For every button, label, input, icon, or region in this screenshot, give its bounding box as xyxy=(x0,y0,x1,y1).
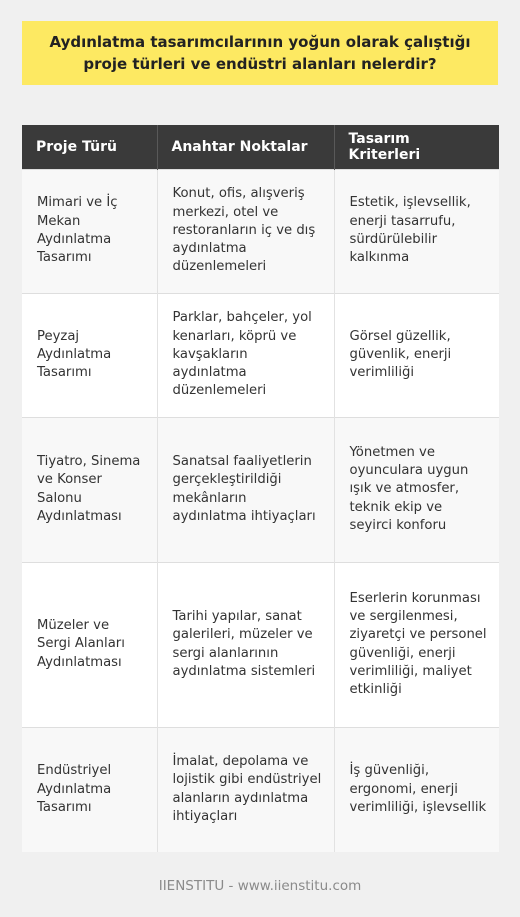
table-cell: Sanatsal faaliyetlerin gerçekleştirildiği mekânların aydınlatma ihtiyaçları xyxy=(157,417,334,562)
table-cell: Yönetmen ve oyunculara uygun ışık ve atmosfer, teknik ekip ve seyirci konforu xyxy=(334,417,499,562)
table-cell: İş güvenliği, ergonomi, enerji verimliliği, işlevsellik xyxy=(334,727,499,852)
table-cell: Parklar, bahçeler, yol kenarları, köprü ve kavşakların aydınlatma düzenlemeleri xyxy=(157,293,334,417)
table-row xyxy=(22,727,499,852)
project-types-table xyxy=(22,125,499,852)
table-cell: Tiyatro, Sinema ve Konser Salonu Aydınlatması xyxy=(22,417,157,562)
table-cell: Müzeler ve Sergi Alanları Aydınlatması xyxy=(22,562,157,727)
header-anahtar-noktalar: Anahtar Noktalar xyxy=(157,125,334,169)
table-header-row xyxy=(22,125,499,169)
page-title: Aydınlatma tasarımcılarının yoğun olarak çalıştığı proje türleri ve endüstri alanları nelerdir? xyxy=(22,21,498,85)
table-cell: Mimari ve İç Mekan Aydınlatma Tasarımı xyxy=(22,169,157,293)
table-row xyxy=(22,169,499,293)
table-row xyxy=(22,562,499,727)
table-cell: Eserlerin korunması ve sergilenmesi, ziyaretçi ve personel güvenliği, enerji verimliliği, maliyet etkinliği xyxy=(334,562,499,727)
table-cell: İmalat, depolama ve lojistik gibi endüstriyel alanların aydınlatma ihtiyaçları xyxy=(157,727,334,852)
table-cell: Tarihi yapılar, sanat galerileri, müzeler ve sergi alanlarının aydınlatma sistemleri xyxy=(157,562,334,727)
table-row xyxy=(22,293,499,417)
table-cell: Görsel güzellik, güvenlik, enerji verimliliği xyxy=(334,293,499,417)
table-cell: Peyzaj Aydınlatma Tasarımı xyxy=(22,293,157,417)
header-tasarim-kriterleri: Tasarım Kriterleri xyxy=(334,125,499,169)
header-proje-turu: Proje Türü xyxy=(22,125,157,169)
table-row xyxy=(22,417,499,562)
footer-credit: IIENSTITU - www.iienstitu.com xyxy=(158,878,362,894)
table-cell: Endüstriyel Aydınlatma Tasarımı xyxy=(22,727,157,852)
table-cell: Konut, ofis, alışveriş merkezi, otel ve restoranların iç ve dış aydınlatma düzenlemeleri xyxy=(157,169,334,293)
table-cell: Estetik, işlevsellik, enerji tasarrufu, sürdürülebilir kalkınma xyxy=(334,169,499,293)
